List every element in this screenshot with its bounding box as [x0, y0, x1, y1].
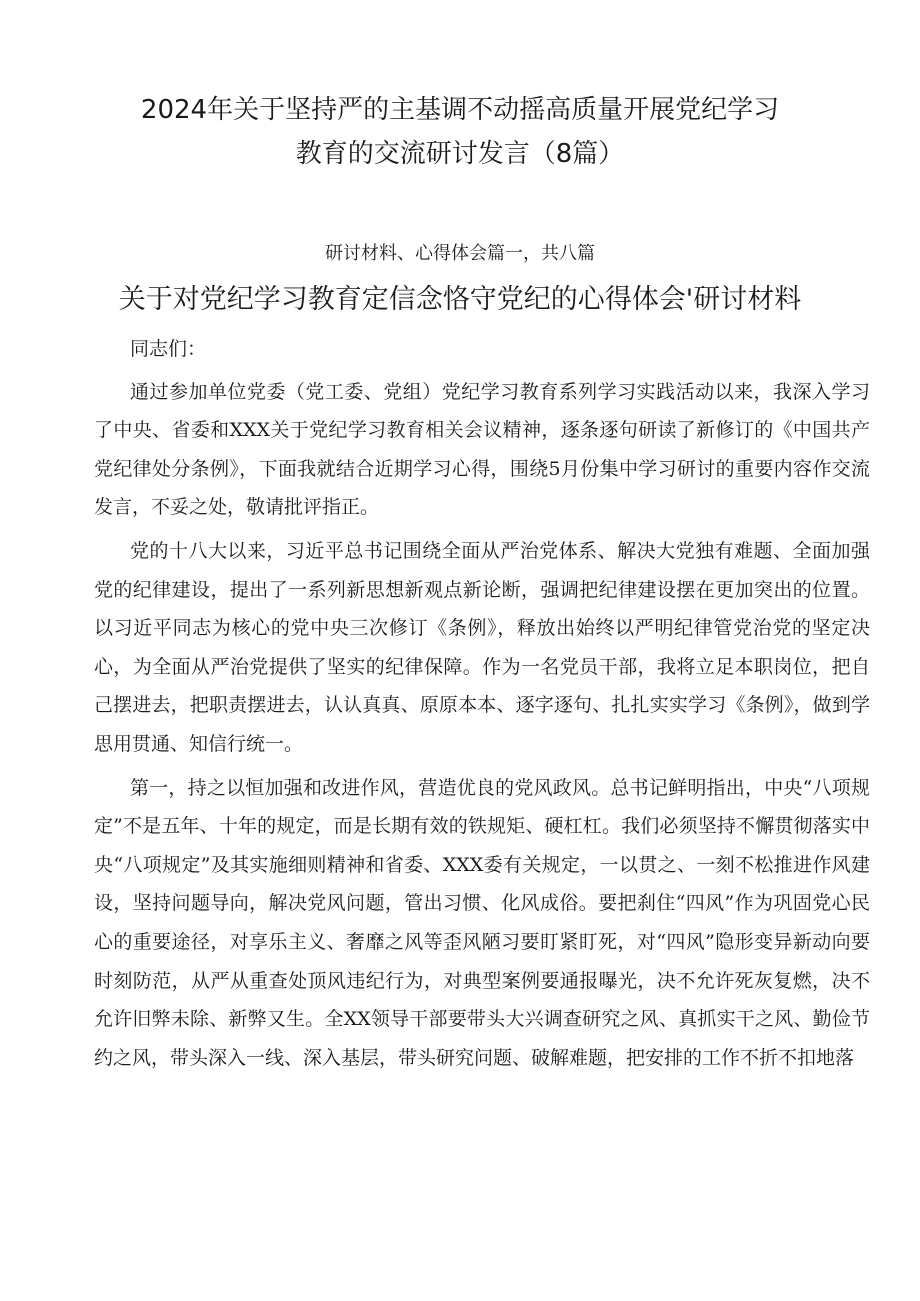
- document-title: 2024年关于坚持严的主基调不动摇高质量开展党纪学习教育的交流研讨发言（8篇）: [140, 95, 780, 169]
- paragraph-3: 第一，持之以恒加强和改进作风，营造优良的党风政风。总书记鲜明指出，中央“八项规定”不是五年、十年的规定，而是长期有效的铁规矩、硬杠杠。我们必须坚持不懈贯彻落实中央“八项规定”及其实施细则精神和省委、XXX委有关规定，一以贯之、一刻不松推进作风建设，坚持问题导向，解决党风问题，管出习惯、化风成俗。要把刹住“四风”作为巩固党心民心的重要途径，对享乐主义、奢靡之风等歪风陋习要盯紧盯死，对“四风”隐形变异新动向要时刻防范，从严从重查处顶风违纪行为，对典型案例要通报曝光，决不允许死灰复燃，决不允许旧弊未除、新弊又生。全XX领导干部要带头大兴调查研究之风、真抓实干之风、勤俭节约之风，带头深入一线、深入基层，带头研究问题、破解难题，把安排的工作不折不扣地落: [94, 776, 870, 1069]
- paragraph-2: 党的十八大以来，习近平总书记围绕全面从严治党体系、解决大党独有难题、全面加强党的纪律建设，提出了一系列新思想新观点新论断，强调把纪律建设摆在更加突出的位置。以习近平同志为核心的党中央三次修订《条例》，释放出始终以严明纪律管党治党的坚定决心，为全面从严治党提供了坚实的纪律保障。作为一名党员干部，我将立足本职岗位，把自己摆进去，把职责摆进去，认认真真、原原本本、逐字逐句、扎扎实实学习《条例》，做到学思用贯通、知信行统一。: [94, 539, 870, 755]
- article-body: [94, 330, 870, 1082]
- paragraph-1: 通过参加单位党委（党工委、党组）党纪学习教育系列学习实践活动以来，我深入学习了中央、省委和XXX关于党纪学习教育相关会议精神，逐条逐句研读了新修订的《中国共产党纪律处分条例》，下面我就结合近期学习心得，围绕5月份集中学习研讨的重要内容作交流发言，不妥之处，敬请批评指正。: [94, 380, 870, 519]
- section-label: 研讨材料、心得体会篇一，共八篇: [325, 243, 595, 264]
- salutation: 同志们：: [130, 338, 207, 360]
- article-title: 关于对党纪学习教育定信念恪守党纪的心得体会'研讨材料: [118, 284, 802, 315]
